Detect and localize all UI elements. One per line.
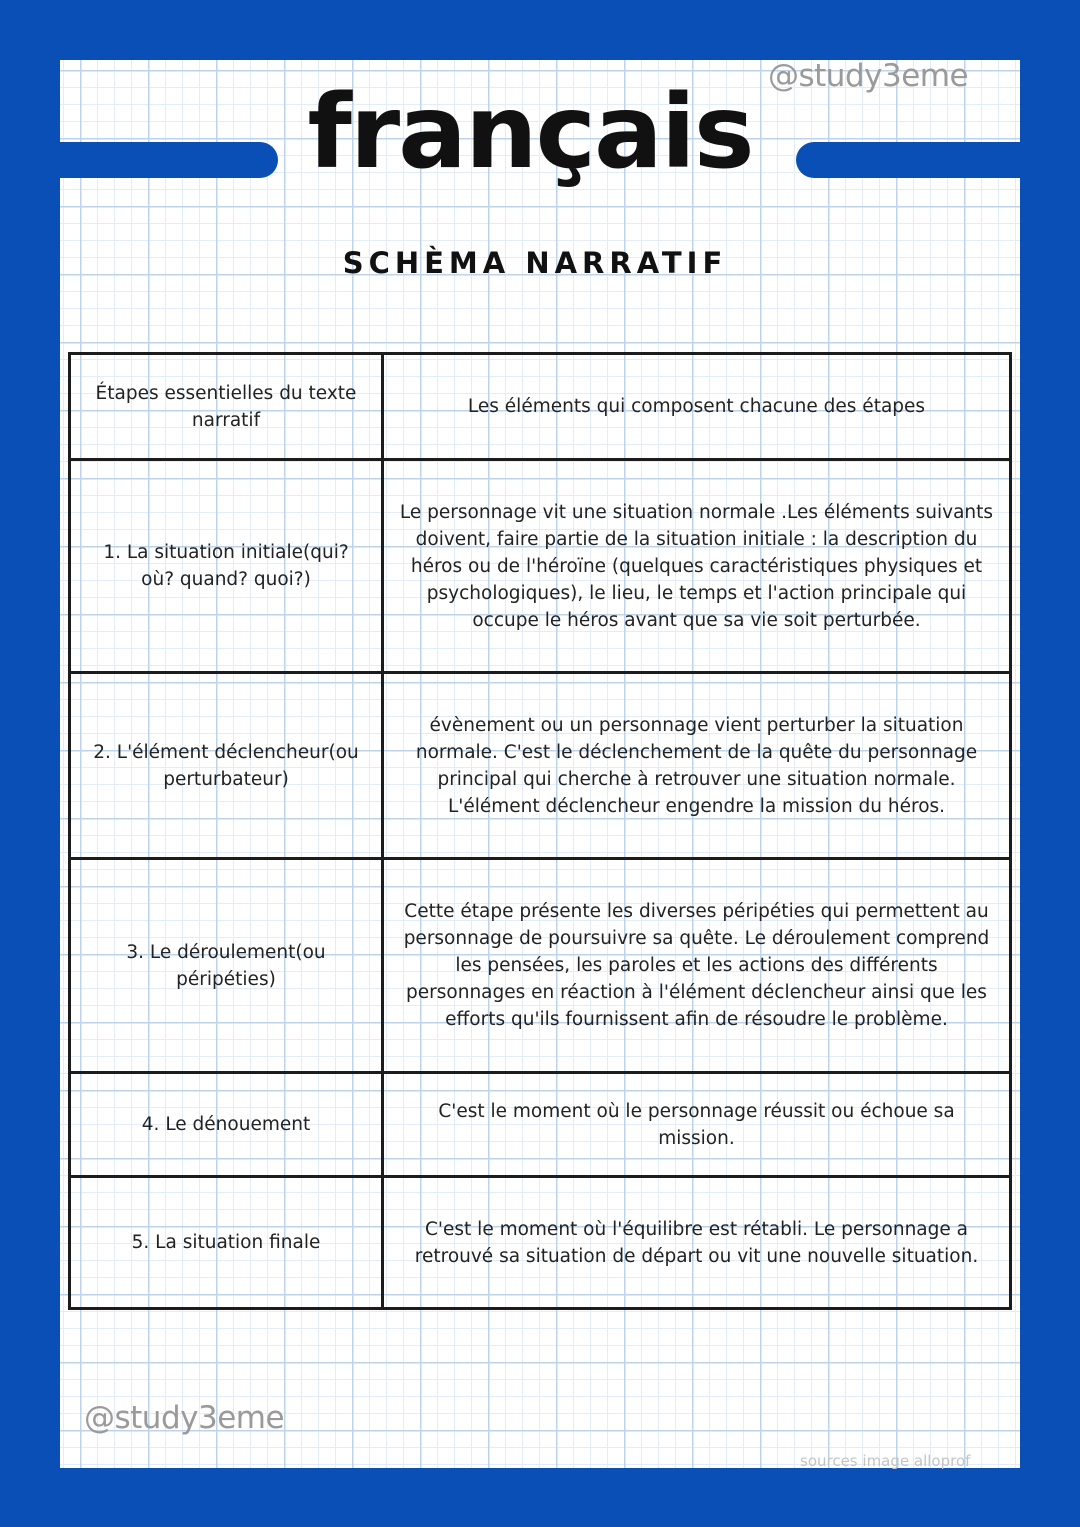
table-row <box>70 859 1011 1073</box>
step-cell: 4. Le dénouement <box>70 1073 383 1177</box>
left-accent-bar <box>60 142 278 178</box>
source-credit: sources image alloprof <box>800 1452 971 1470</box>
table-row <box>70 1177 1011 1309</box>
header-cell-steps: Étapes essentielles du texte narratif <box>70 354 383 460</box>
description-cell: Le personnage vit une situation normale .Les éléments suivants doivent, faire partie de la situation initiale : la description du héros ou de l'héroïne (quelques caractéristiques physiques et psychologiques), le lieu, le temps et l'action principale qui occupe le héros avant que sa vie soit perturbée. <box>383 460 1011 673</box>
step-cell: 1. La situation initiale(qui? où? quand? quoi?) <box>70 460 383 673</box>
description-cell: évènement ou un personnage vient perturber la situation normale. C'est le déclenchement de la quête du personnage principal qui cherche à retrouver une situation normale. L'élément déclencheur engendre la mission du héros. <box>383 673 1011 859</box>
description-cell: C'est le moment où l'équilibre est rétabli. Le personnage a retrouvé sa situation de départ ou vit une nouvelle situation. <box>383 1177 1011 1309</box>
step-cell: 5. La situation finale <box>70 1177 383 1309</box>
bottom-watermark: @study3eme <box>84 1400 285 1436</box>
table-row <box>70 1073 1011 1177</box>
page-title: français <box>307 73 753 192</box>
table-row <box>70 460 1011 673</box>
top-watermark: @study3eme <box>768 58 969 94</box>
table-header-row <box>70 354 1011 460</box>
step-cell: 2. L'élément déclencheur(ou perturbateur) <box>70 673 383 859</box>
step-cell: 3. Le déroulement(ou péripéties) <box>70 859 383 1073</box>
table-row <box>70 673 1011 859</box>
right-accent-bar <box>796 142 1020 178</box>
description-cell: Cette étape présente les diverses péripéties qui permettent au personnage de poursuivre sa quête. Le déroulement comprend les pensées, les paroles et les actions des différents personnages en réaction à l'élément déclencheur ainsi que les efforts qu'ils fournissent afin de résoudre le problème. <box>383 859 1011 1073</box>
page-subtitle: SCHÈMA NARRATIF <box>342 246 728 280</box>
description-cell: C'est le moment où le personnage réussit ou échoue sa mission. <box>383 1073 1011 1177</box>
narrative-schema-table <box>68 352 1012 1310</box>
header-cell-elements: Les éléments qui composent chacune des étapes <box>383 354 1011 460</box>
